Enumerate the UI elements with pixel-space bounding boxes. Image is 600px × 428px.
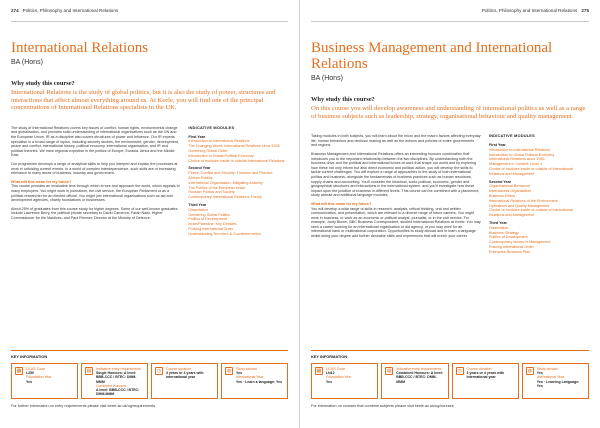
modules-heading: INDICATIVE MODULES [188, 124, 235, 130]
module-item: Choice of modules inside or outside of International Relations and Management [489, 208, 573, 218]
degree-type: BA (Hons) [311, 75, 343, 82]
key-info-label: Study abroad [536, 367, 558, 371]
key-info-sublabel: International Year [536, 375, 564, 380]
module-item: International Organisation [489, 189, 532, 194]
key-info-text [396, 367, 444, 395]
module-item: Politics of Development [489, 235, 528, 240]
body-paragraph: Our programme develops a range of analytical skills to help you interpret and explain the processes at work in unfolding current events. In a world of complex interdependence, such skills are of increasing relevance to many areas of business, industry and government. [11, 161, 178, 176]
key-info-sublabel: Foundation Year [26, 375, 52, 380]
year-heading: Second Year [188, 166, 211, 171]
module-item: Introduction to Global Political Economy [489, 152, 555, 157]
modules-heading: INDICATIVE MODULES [489, 133, 535, 139]
key-info-heading: KEY INFORMATION [311, 350, 589, 359]
career-heading: What will this mean for my future? [11, 179, 72, 184]
module-item: Russian Politics and Society [188, 190, 235, 195]
key-info-value: 3 years or 4 years with international year [166, 371, 204, 380]
module-item: Peace, Conflict and Security: Theories and Practice [188, 171, 273, 176]
key-info-text [326, 367, 352, 395]
document-icon: ▤ [86, 367, 92, 374]
key-information [311, 350, 589, 408]
footer-note: For further information on entry requirements please visit keele.ac.uk/ug/requirements [11, 404, 156, 408]
module-item: The Politics of the European Union [188, 185, 246, 190]
intro-text: On this course you will develop awareness and understanding of international politics as well as a range of business subjects such as leadership, strategy, organisational behaviour and quality management. [311, 105, 586, 120]
modules-column [188, 126, 288, 237]
page-number: 275 [581, 8, 589, 13]
key-info-value: 3 years or 4 years with international year [466, 371, 505, 380]
key-info-sublabel: Combined Honours: [96, 383, 128, 388]
key-info-text [96, 367, 144, 395]
key-info-label: Study abroad [236, 367, 257, 371]
module-item: Israel/Palestine: Key Debates [188, 222, 237, 227]
main-column [311, 134, 481, 254]
key-info-value: Yes [236, 371, 243, 376]
module-item: Choice of modules inside or outside International Relations [188, 158, 285, 163]
key-info-box [11, 363, 78, 399]
body-paragraph: The study of International Relations covers key issues of conflict, human rights, environmental change and globalisation, and provides solid understanding of international organisations such as the UN and the European Union. IR as a discipline also covers structures of power and influence. Our IR experts specialise in a broad range of topics, including security studies, the environment, gender, development, peace and conflict, international history, political economy, international organisation, and IR and political theories. We have regional expertise in the politics of Europe, Eurasia, Africa and the Middle East. [11, 125, 179, 158]
module-item: Policing International Order [489, 244, 534, 249]
key-info-sublabel: Foundation Year [326, 375, 352, 380]
key-info-box [81, 363, 148, 399]
key-info-sublabel: International Year [236, 375, 264, 380]
year-heading: First Year [188, 134, 206, 139]
why-heading: Why study this course? [311, 96, 375, 103]
module-item: Contemporary Issues in Management [489, 240, 551, 245]
page-number: 274 [11, 8, 19, 13]
calendar-icon: ▦ [16, 367, 22, 374]
module-item: Introduction to International Relations [188, 139, 250, 144]
module-item: Operations and Quality Management [489, 203, 550, 208]
module-item: Management in Context: Level 1 [489, 162, 543, 167]
career-paragraph: This course provides an invaluable lens through which to see and approach the world, which appeals to many employers. You might work in journalism, the civil service, the European Parliament or as a political researcher for an elected official. You might join international organisations such as aid and development agencies, charity foundations or businesses. [11, 184, 180, 203]
module-item: Business Ethics [489, 193, 516, 198]
body-columns [311, 134, 589, 254]
globe-icon: ◍ [527, 367, 532, 374]
key-info-row [311, 363, 589, 399]
key-info-value: Combined Honours: A level: BBB-CCC / BTEC: DMM-MMM [396, 371, 444, 384]
module-item: International Relations since 1945 [489, 157, 545, 162]
course-title: Business Management and International Relations [311, 40, 553, 72]
module-item: Business Strategy [489, 230, 519, 235]
key-info-value: L250 [26, 371, 34, 376]
body-columns [11, 126, 288, 237]
body-paragraph: Business Management and International Relations offers an interesting honours combination that introduces you to the important relationship between the two disciplines. By understanding both the business drive and the political and international forces at work that shape our world and by exploring how these not only inform but also direct economic and political action, you will develop the skills to tackle current challenges. You will explore a range of approaches to the study of both international politics and business, alongside the fundamentals of business practices such as human resources, supply chains and accounting. You'll consider the historical, socio-political, economic, gender and geographical structures and interactions in the international system, and you'll investigate how these impact upon the practice of business in different levels. This course can be combined with a placement, study abroad and additional language modules. [311, 151, 480, 198]
key-info-label: UCAS Code [26, 367, 46, 371]
module-item: International Relations of the Environment [489, 198, 558, 203]
intro-text: International Relations is the study of global politics, but it is also the study of power, structures and interactions that affect almost everything around us. At Keele, you will find one of the principal concentrations of International Relations specialists in the UK. [11, 89, 276, 112]
module-item: Contemporary International Relations Theory [188, 195, 262, 200]
globe-icon: ◍ [226, 367, 232, 374]
key-info-value: LN12 [326, 371, 335, 376]
clock-icon: ◷ [457, 367, 462, 374]
module-item: Enterprise Business Plan [489, 249, 531, 254]
module-item: African Politics [188, 175, 213, 180]
key-info-subvalue: Yes · Learning Language: Yes [536, 379, 580, 388]
key-info-box [452, 363, 519, 399]
key-info-subvalue: Yes [326, 379, 333, 384]
key-info-label: Course duration [166, 367, 191, 371]
year-heading: Second Year [489, 179, 512, 184]
key-info-subvalue: Yes [26, 379, 33, 384]
footer-note: For information on courses that combine subjects please visit keele.ac.uk/ug/courses [311, 404, 454, 408]
module-item: International Organisation: Mitigating Anarchy [188, 180, 263, 185]
modules-column [489, 134, 589, 254]
career-heading: What will this mean for my future? [311, 201, 372, 206]
main-column [11, 126, 180, 237]
key-info-text [467, 367, 515, 395]
why-heading: Why study this course? [11, 80, 75, 87]
key-info-text [537, 367, 585, 395]
key-info-value: Yes [536, 371, 543, 376]
module-item: Policing International Order [188, 226, 234, 231]
key-info-label: Indicative entry requirements [96, 367, 141, 371]
module-item: Gendering Global Politics [188, 212, 230, 217]
running-head-text: Politics, Philosophy and International Relations [22, 8, 119, 13]
course-title: International Relations [11, 40, 149, 56]
key-info-label: UCAS Code [326, 367, 346, 371]
key-info-box [151, 363, 218, 399]
key-info-text [26, 367, 52, 395]
year-heading: Third Year [188, 202, 207, 207]
module-item: Introduction to International Relations [489, 147, 551, 152]
module-item: Understanding Terrorism & Counterterrorism [188, 231, 261, 236]
module-item: Introduction to Global Political Economy [188, 153, 254, 158]
key-info-text [166, 367, 214, 395]
running-head [11, 0, 288, 22]
module-item: Organisational Behaviour [489, 184, 531, 189]
module-item: Choice of modules inside or outside of International Relations and Management [489, 166, 573, 176]
module-item: Governing Global Order [188, 148, 228, 153]
key-info-text [236, 367, 282, 395]
key-info-box [221, 363, 288, 399]
key-information [11, 350, 288, 408]
document-icon: ▤ [386, 367, 392, 374]
key-info-subvalue: A level: BBB-CCC / BTEC: DMM-MMM [96, 388, 140, 397]
year-heading: First Year [489, 142, 506, 147]
key-info-label: Indicative entry requirements [396, 367, 442, 371]
career-paragraph: You will develop a wide range of skills in research, analysis, critical thinking, oral and written communication, and presentation, which are relevant to a diverse range of future careers. You might work in business, or work as an economic or political analyst, journalist, or in the civil service. For example, Jonty Bloom, BBC Business Correspondent, studied International Relations at Keele. You may seek a career working for an international organisation or aid agency, or you may work for an international bank or multinational corporation. Opportunities to study abroad and to learn a language whilst doing your degree add further desirable skills and experiences that will enrich your career. [311, 206, 481, 239]
key-info-box [522, 363, 589, 399]
running-head-text: Politics, Philosophy and International Relations [481, 8, 578, 13]
key-info-heading: KEY INFORMATION [11, 350, 288, 359]
module-item: Politics of Development [188, 217, 227, 222]
clock-icon: ◷ [156, 367, 162, 374]
calendar-icon: ▦ [316, 367, 322, 374]
key-info-value: Single Honours: A level: BBB-CCC / BTEC: DMM-MMM [96, 371, 137, 384]
key-info-subvalue: Yes · Learn a language: Yes [236, 379, 283, 384]
key-info-box [381, 363, 448, 399]
key-info-box [311, 363, 378, 399]
right-page [300, 0, 600, 428]
module-item: Dissertation [188, 207, 208, 212]
module-item: The Changing World: International Relations since 1945 [188, 144, 280, 149]
key-info-row [11, 363, 288, 399]
year-heading: Third Year [489, 220, 507, 225]
body-paragraph: Taking modules in both subjects, you will learn about the micro and the macro factors affecting everyday life, human behaviour and decision making as well as the actions and policies of entire governments and regions. [311, 134, 481, 148]
running-head [311, 0, 589, 22]
module-item: Dissertation [489, 225, 509, 230]
career-paragraph: About 25% of graduates from this course study for higher degrees. Some of our well-known graduates include Lawrence Berry, the political private secretary to David Cameron, Farah Naisi, Higher Commissioner for the Maldives, and Paul Rimmer, Director at the Ministry of Defence. [11, 206, 178, 220]
degree-type: BA (Hons) [11, 59, 43, 66]
key-info-label: Course duration [466, 367, 492, 371]
